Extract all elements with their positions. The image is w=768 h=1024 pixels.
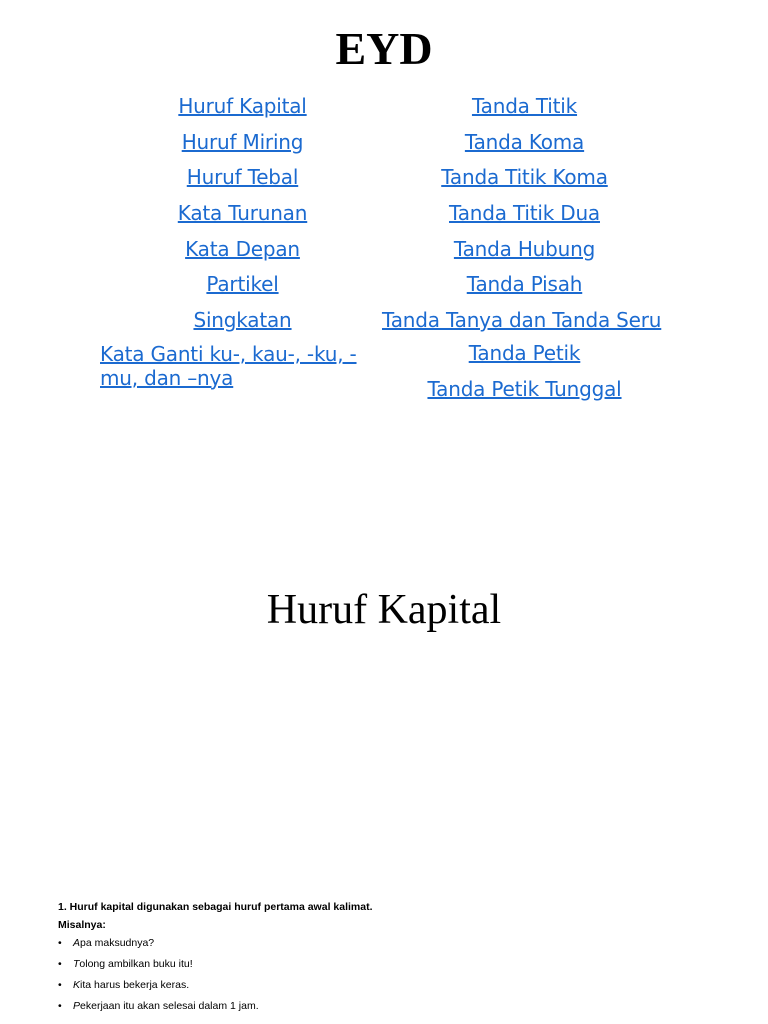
bullet-icon: • bbox=[58, 958, 62, 970]
link-tanda-titik[interactable]: Tanda Titik bbox=[471, 94, 578, 118]
link-tanda-petik-tunggal[interactable]: Tanda Petik Tunggal bbox=[427, 376, 622, 401]
example-list bbox=[58, 937, 718, 1012]
bullet-icon: • bbox=[58, 937, 62, 949]
bullet-icon: • bbox=[58, 1000, 62, 1012]
list-item: • Kita harus bekerja keras. bbox=[58, 979, 190, 991]
link-tanda-titik-koma[interactable]: Tanda Titik Koma bbox=[441, 165, 608, 190]
link-partikel[interactable]: Partikel bbox=[206, 272, 279, 297]
section-title: Huruf Kapital bbox=[266, 587, 502, 633]
page-title: EYD bbox=[335, 23, 433, 74]
list-item: • Pekerjaan itu akan selesai dalam 1 jam. bbox=[58, 1000, 259, 1012]
link-huruf-miring[interactable]: Huruf Miring bbox=[181, 129, 304, 154]
link-tanda-tanya-dan-tanda-seru[interactable]: Tanda Tanya dan Tanda Seru bbox=[382, 308, 662, 333]
link-tanda-hubung[interactable]: Tanda Hubung bbox=[453, 236, 596, 261]
list-item: • Tolong ambilkan buku itu! bbox=[58, 958, 193, 970]
link-huruf-tebal[interactable]: Huruf Tebal bbox=[186, 165, 299, 190]
rule-heading: 1. Huruf kapital digunakan sebagai huruf pertama awal kalimat. bbox=[58, 901, 373, 913]
bullet-icon: • bbox=[58, 979, 62, 991]
link-tanda-pisah[interactable]: Tanda Pisah bbox=[466, 272, 583, 297]
left-link-column bbox=[100, 94, 385, 402]
link-kata-depan[interactable]: Kata Depan bbox=[185, 236, 300, 261]
list-item: • Apa maksudnya? bbox=[58, 937, 155, 949]
right-link-column bbox=[382, 94, 667, 413]
link-kata-turunan[interactable]: Kata Turunan bbox=[177, 201, 308, 226]
link-tanda-titik-dua[interactable]: Tanda Titik Dua bbox=[449, 201, 600, 226]
link-singkatan[interactable]: Singkatan bbox=[193, 308, 292, 333]
example-label: Misalnya: bbox=[58, 919, 106, 931]
link-tanda-petik[interactable]: Tanda Petik bbox=[468, 341, 581, 366]
link-huruf-kapital[interactable]: Huruf Kapital bbox=[178, 94, 307, 118]
link-kata-ganti[interactable]: Kata Ganti ku-, kau-, -ku, -mu, dan –nya bbox=[100, 341, 357, 390]
link-tanda-koma[interactable]: Tanda Koma bbox=[464, 129, 585, 154]
rule-block bbox=[58, 901, 718, 1021]
